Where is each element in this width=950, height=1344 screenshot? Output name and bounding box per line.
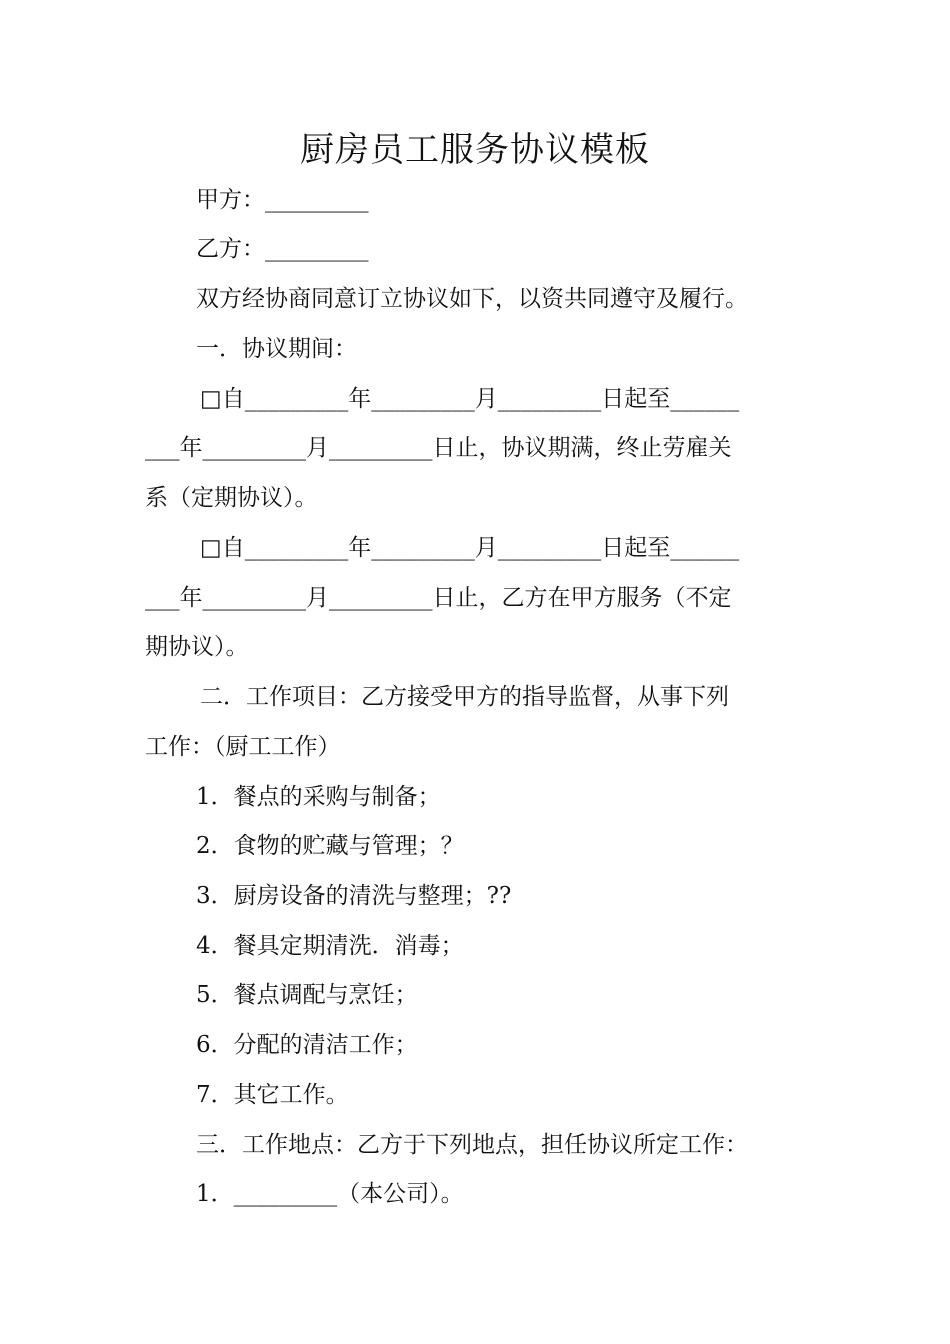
fixed-term-line-3: 系（定期协议）。 bbox=[145, 485, 318, 511]
party-a-line: 甲方：_________ bbox=[196, 187, 369, 213]
party-b-line: 乙方：_________ bbox=[196, 236, 369, 262]
section-3-heading: 三．工作地点：乙方于下列地点，担任协议所定工作： bbox=[196, 1132, 748, 1158]
open-term-line-3: 期协议）。 bbox=[145, 634, 249, 660]
open-term-line-2: ___年_________月_________日止，乙方在甲方服务（不定 bbox=[145, 585, 732, 611]
open-term-line-1: □自_________年_________月_________日起至______ bbox=[200, 535, 740, 561]
fixed-term-line-1: □自_________年_________月_________日起至______ bbox=[200, 386, 740, 412]
list-item: 1．餐点的采购与制备； bbox=[196, 784, 441, 810]
list-item: 2．食物的贮藏与管理；？ bbox=[196, 833, 464, 859]
list-item: 3．厨房设备的清洗与整理；?? bbox=[196, 883, 512, 909]
location-item: 1．_________（本公司）。 bbox=[196, 1181, 464, 1207]
list-item: 7．其它工作。 bbox=[196, 1082, 349, 1108]
section-2-heading: 二．工作项目：乙方接受甲方的指导监督，从事下列 bbox=[200, 684, 729, 710]
list-item: 4．餐具定期清洗．消毒； bbox=[196, 933, 464, 959]
section-2-continued: 工作：（厨工工作） bbox=[145, 734, 341, 760]
list-item: 5．餐点调配与烹饪； bbox=[196, 982, 418, 1008]
document-title: 厨房员工服务协议模板 bbox=[300, 130, 650, 170]
intro-paragraph: 双方经协商同意订立协议如下，以资共同遵守及履行。 bbox=[196, 286, 748, 312]
section-1-heading: 一．协议期间： bbox=[196, 336, 357, 362]
list-item: 6．分配的清洁工作； bbox=[196, 1032, 418, 1058]
fixed-term-line-2: ___年_________月_________日止，协议期满，终止劳雇关 bbox=[145, 435, 732, 461]
